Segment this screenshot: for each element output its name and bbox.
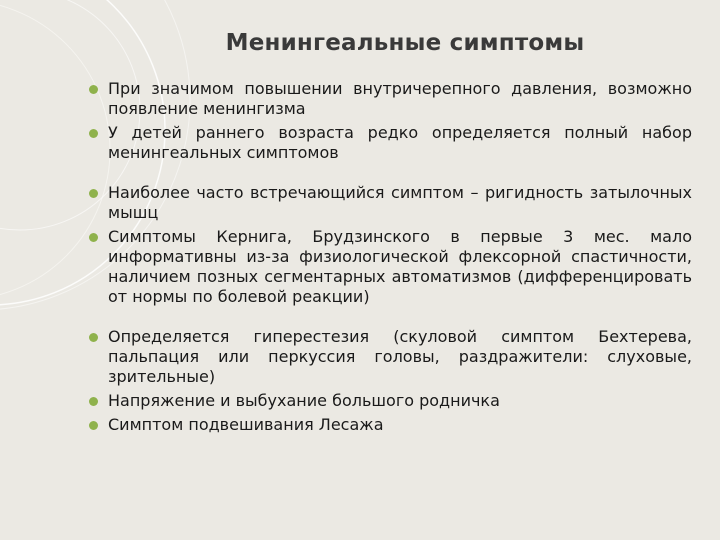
bullet-group-1 [88, 79, 692, 163]
slide-title: Менингеальные симптомы [225, 30, 585, 56]
bullet-content [88, 79, 692, 439]
bullet-dot-icon [89, 421, 98, 430]
bullet-item [88, 79, 692, 119]
bullet-dot-icon [89, 85, 98, 94]
bullet-group-2 [88, 183, 692, 307]
bullet-group-3 [88, 327, 692, 435]
bullet-item [88, 123, 692, 163]
bullet-item [88, 183, 692, 223]
bullet-text: Симптом подвешивания Лесажа [108, 415, 384, 434]
bullet-text: Наиболее часто встречающийся симптом – ригидность затылочных мышц [108, 183, 692, 222]
bullet-text: При значимом повышении внутричерепного давления, возможно появление менингизма [108, 79, 692, 118]
bullet-dot-icon [89, 129, 98, 138]
bullet-dot-icon [89, 233, 98, 242]
bullet-text: Симптомы Кернига, Брудзинского в первые 3 мес. мало информативны из-за физиологической флексорной спастичности, наличием позных сегментарных автоматизмов (дифференцировать от нормы по болевой реакции) [108, 227, 692, 306]
bullet-item [88, 227, 692, 307]
bullet-item [88, 391, 692, 411]
bullet-item [88, 415, 692, 435]
bullet-dot-icon [89, 189, 98, 198]
bullet-dot-icon [89, 397, 98, 406]
bullet-item [88, 327, 692, 387]
bullet-text: Определяется гиперестезия (скуловой симптом Бехтерева, пальпация или перкуссия головы, раздражители: слуховые, зрительные) [108, 327, 692, 386]
bullet-dot-icon [89, 333, 98, 342]
bullet-text: У детей раннего возраста редко определяется полный набор менингеальных симптомов [108, 123, 692, 162]
bullet-text: Напряжение и выбухание большого родничка [108, 391, 500, 410]
